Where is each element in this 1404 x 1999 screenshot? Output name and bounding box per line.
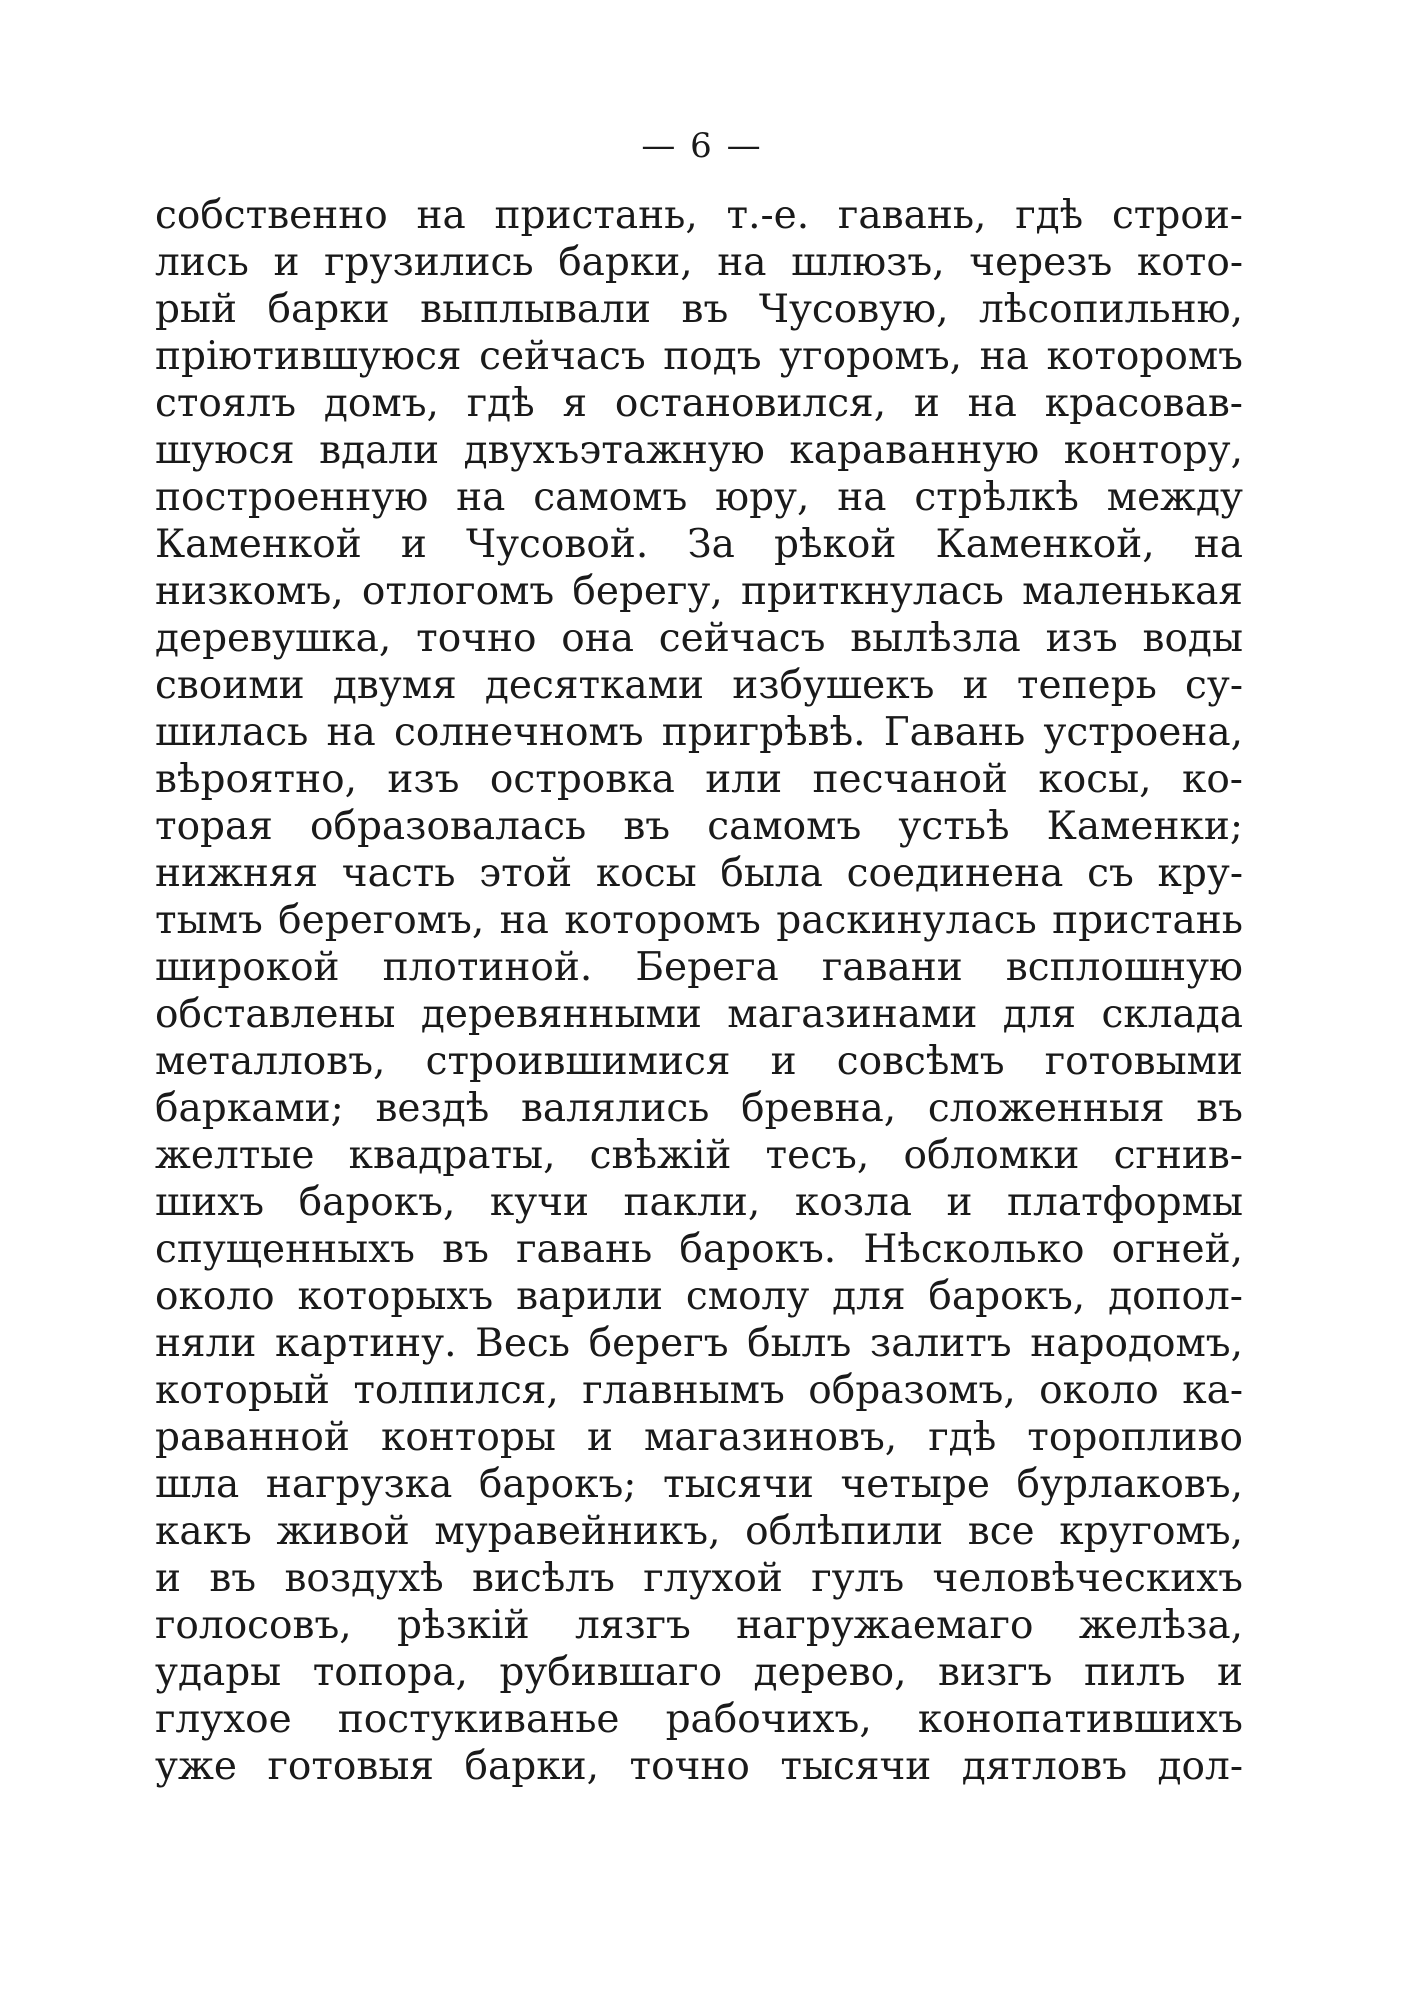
text-line: тымъ берегомъ, на которомъ раскинулась пристань — [155, 898, 1243, 943]
text-line: какъ живой муравейникъ, облѣпили все кругомъ, — [155, 1509, 1243, 1554]
text-line: спущенныхъ въ гавань барокъ. Нѣсколько огней, — [155, 1227, 1243, 1272]
text-line: собственно на пристань, т.-е. гавань, гдѣ строи- — [155, 193, 1243, 238]
text-line: деревушка, точно она сейчасъ вылѣзла изъ воды — [155, 616, 1243, 661]
text-line: шуюся вдали двухъэтажную караванную контору, — [155, 428, 1243, 473]
text-line: желтые квадраты, свѣжій тесъ, обломки сгнив- — [155, 1133, 1243, 1178]
page-number: — 6 — — [641, 126, 763, 166]
text-line: широкой плотиной. Берега гавани всплошную — [155, 945, 1243, 990]
text-line: голосовъ, рѣзкій лязгъ нагружаемаго желѣза, — [155, 1603, 1243, 1648]
text-line: Каменкой и Чусовой. За рѣкой Каменкой, на — [155, 522, 1243, 567]
body-text — [155, 192, 1243, 1790]
text-line: вѣроятно, изъ островка или песчаной косы, ко- — [155, 757, 1243, 802]
text-line: рый барки выплывали въ Чусовую, лѣсопильню, — [155, 287, 1243, 332]
text-line: пріютившуюся сейчасъ подъ угоромъ, на которомъ — [155, 334, 1243, 379]
text-line: торая образовалась въ самомъ устьѣ Каменки; — [155, 804, 1243, 849]
text-line: раванной конторы и магазиновъ, гдѣ торопливо — [155, 1415, 1243, 1460]
text-line: лись и грузились барки, на шлюзъ, черезъ кото- — [155, 240, 1243, 285]
text-line: глухое постукиванье рабочихъ, конопатившихъ — [155, 1697, 1243, 1742]
text-line: обставлены деревянными магазинами для склада — [155, 992, 1243, 1037]
text-line: шихъ барокъ, кучи пакли, козла и платформы — [155, 1180, 1243, 1225]
text-line: нижняя часть этой косы была соединена съ кру- — [155, 851, 1243, 896]
text-line: удары топора, рубившаго дерево, визгъ пилъ и — [155, 1650, 1243, 1695]
text-line: и въ воздухѣ висѣлъ глухой гулъ человѣческихъ — [155, 1556, 1243, 1601]
text-line: построенную на самомъ юру, на стрѣлкѣ между — [155, 475, 1243, 520]
text-line: около которыхъ варили смолу для барокъ, допол- — [155, 1274, 1243, 1319]
text-line: уже готовыя барки, точно тысячи дятловъ дол- — [155, 1744, 1243, 1789]
text-line: стоялъ домъ, гдѣ я остановился, и на красовав- — [155, 381, 1243, 426]
text-line: барками; вездѣ валялись бревна, сложенныя въ — [155, 1086, 1243, 1131]
text-line: своими двумя десятками избушекъ и теперь су- — [155, 663, 1243, 708]
text-line: который толпился, главнымъ образомъ, около ка- — [155, 1368, 1243, 1413]
text-line: шилась на солнечномъ пригрѣвѣ. Гавань устроена, — [155, 710, 1243, 755]
text-line: шла нагрузка барокъ; тысячи четыре бурлаковъ, — [155, 1462, 1243, 1507]
text-line: няли картину. Весь берегъ былъ залитъ народомъ, — [155, 1321, 1243, 1366]
text-line: металловъ, строившимися и совсѣмъ готовыми — [155, 1039, 1243, 1084]
text-line: низкомъ, отлогомъ берегу, приткнулась маленькая — [155, 569, 1243, 614]
